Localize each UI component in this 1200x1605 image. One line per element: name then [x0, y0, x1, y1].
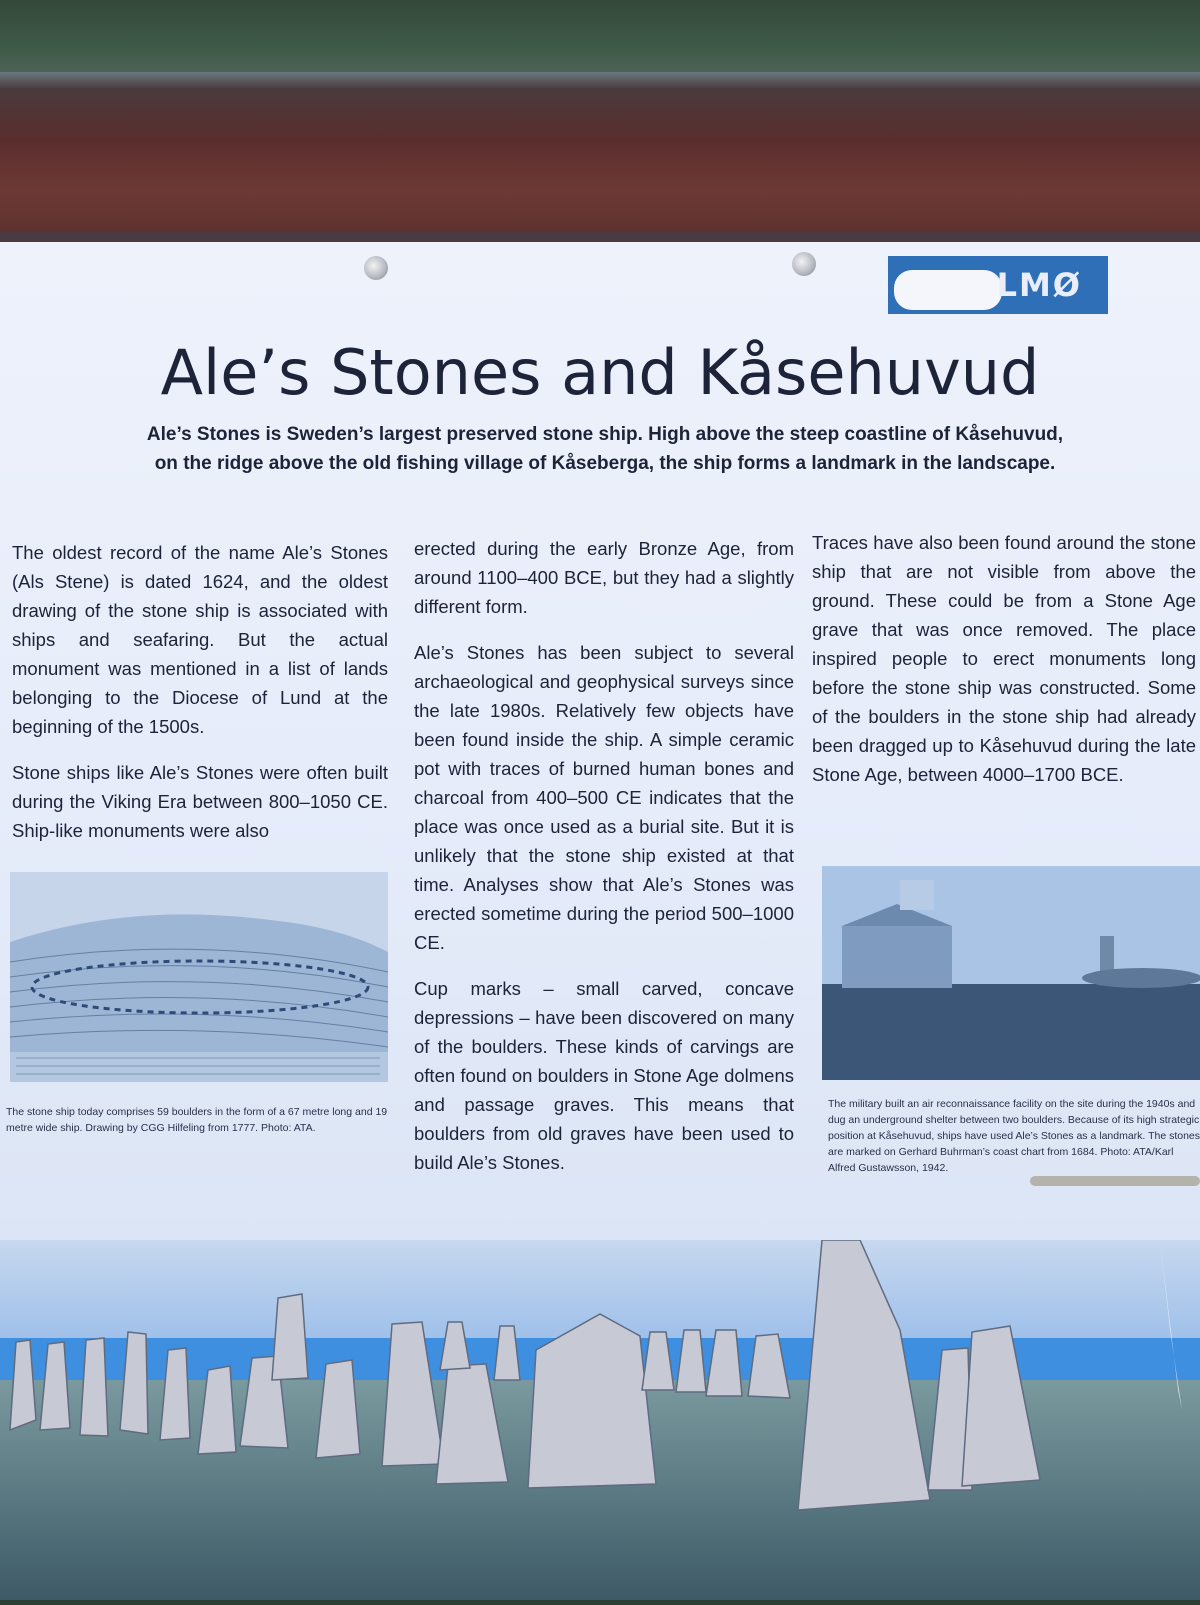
- logo-text: LMØ: [996, 266, 1082, 304]
- paragraph: Ale’s Stones has been subject to several archaeological and geophysical surveys since the late 1980s. Relatively few objects have been found inside the ship. A simple ceramic pot with traces of burned human bones and charcoal from 400–500 CE indicates that the place was once used as a burial site. But it is unlikely that the stone ship existed at that time. Analyses show that Ale’s Stones was erected sometime during the period 500–1000 CE.: [414, 642, 794, 953]
- drawing-caption: The stone ship today comprises 59 boulders in the form of a 67 metre long and 19 metre wide ship. Drawing by CGG Hilfeling from 1777. Photo: ATA.: [6, 1106, 388, 1134]
- sign-title: Ale’s Stones and Kåsehuvud: [160, 336, 1040, 409]
- wooden-sign-frame: [0, 72, 1200, 242]
- screw-left: [364, 256, 388, 280]
- stones-photo-image: [0, 1240, 1200, 1600]
- ship-drawing-image: [10, 872, 388, 1082]
- paragraph: Stone ships like Ale’s Stones were often built during the Viking Era between 800–1050 CE. Ship-like monuments were also: [12, 762, 388, 841]
- paragraph: Cup marks – small carved, concave depressions – have been discovered on many of the boulders. These kinds of carvings are often found on boulders in Stone Age dolmens and passage graves. This means that boulders from old graves have been used to build Ale’s Stones.: [414, 978, 794, 1173]
- text-column-3: [812, 528, 1196, 806]
- paragraph: The oldest record of the name Ale’s Stones (Als Stene) is dated 1624, and the oldest drawing of the stone ship is associated with ships and seafaring. But the actual monument was mentioned in a list of lands belonging to the Diocese of Lund at the beginning of the 1500s.: [12, 542, 388, 737]
- subtitle-line-2: on the ridge above the old fishing village of Kåseberga, the ship forms a landmark in the landscape.: [154, 453, 1056, 474]
- smudge-mark: [1030, 1176, 1200, 1186]
- logo-smudge: [894, 270, 1002, 310]
- sign-subtitle: [120, 420, 1090, 478]
- facility-photo-image: [822, 866, 1200, 1080]
- paragraph: Traces have also been found around the stone ship that are not visible from above the ground. These could be from a Stone Age grave that was once removed. The place inspired people to erect monuments long before the stone ship was constructed. Some of the boulders in the stone ship had already been dragged up to Kåsehuvud during the late Stone Age, between 4000–1700 BCE.: [812, 532, 1196, 785]
- trees-background: [0, 0, 1200, 80]
- logo-badge: [888, 256, 1108, 314]
- text-column-1: [12, 538, 388, 862]
- subtitle-line-1: Ale’s Stones is Sweden’s largest preserved stone ship. High above the steep coastline of Kåsehuvud,: [146, 424, 1064, 445]
- screw-right: [792, 252, 816, 276]
- photo-caption: The military built an air reconnaissance facility on the site during the 1940s and dug an underground shelter between two boulders. Because of its high strategic position at Kåsehuvud, ships have used Ale’s Stones as a landmark. The stones are marked on Gerhard Buhrman’s coast chart from 1684. Photo: ATA/Karl Alfred Gustawsson, 1942.: [828, 1098, 1200, 1174]
- paragraph: erected during the early Bronze Age, from around 1100–400 BCE, but they had a slightly different form.: [414, 538, 794, 617]
- text-column-2: [414, 534, 794, 1194]
